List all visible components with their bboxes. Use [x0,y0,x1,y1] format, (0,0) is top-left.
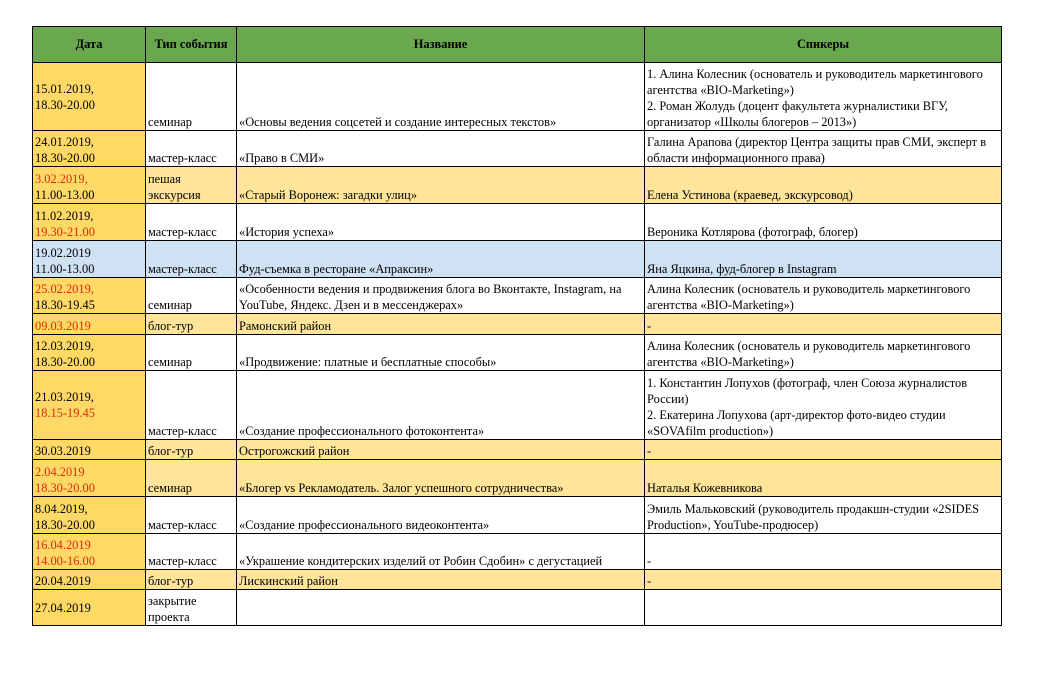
title-cell [237,590,645,626]
event-time: 18.30-20.00 [35,355,95,369]
date-cell [33,371,146,440]
event-time: 18.15-19.45 [35,406,95,420]
event-date: 19.02.2019 [35,246,91,260]
event-date: 09.03.2019 [35,319,91,333]
speakers-cell: Эмиль Мальковский (руководитель продакшн-студии «2SIDES Production», YouTube-продюсер) [645,497,1002,534]
date-cell [33,131,146,167]
event-date: 12.03.2019, [35,339,94,353]
table-row [33,460,1002,497]
date-cell [33,534,146,570]
table-row [33,314,1002,335]
type-cell: мастер-класс [146,534,237,570]
event-time: 18.30-20.00 [35,97,95,112]
speakers-cell: - [645,314,1002,335]
date-cell [33,440,146,460]
table-row [33,534,1002,570]
event-date: 25.02.2019, [35,282,94,296]
speakers-cell: Елена Устинова (краевед, экскурсовод) [645,167,1002,204]
title-cell: «Особенности ведения и продвижения блога во Вконтакте, Instagram, на YouTube, Яндекс. Дзен и в мессенджерах» [237,278,645,314]
speakers-cell [645,63,1002,131]
event-time: 11.00-13.00 [35,188,95,202]
speakers-cell: - [645,570,1002,590]
title-cell: «Основы ведения соцсетей и создание интересных текстов» [237,63,645,131]
table-row [33,371,1002,440]
type-cell: мастер-класс [146,497,237,534]
speakers-cell: Наталья Кожевникова [645,460,1002,497]
table-row [33,167,1002,204]
event-date: 20.04.2019 [35,574,91,588]
speaker-1: 1. Константин Лопухов (фотограф, член Союза журналистов России) [647,376,968,406]
speaker-1: 1. Алина Колесник (основатель и руководитель маркетингового агентства «BIO-Marketing») [647,67,983,97]
speakers-cell: Вероника Котлярова (фотограф, блогер) [645,204,1002,241]
event-time: 11.00-13.00 [35,262,95,276]
type-cell: блог-тур [146,314,237,335]
type-cell: мастер-класс [146,371,237,440]
table-row [33,63,1002,131]
header-title: Название [237,27,645,63]
type-cell: блог-тур [146,570,237,590]
event-time: 19.30-21.00 [35,225,95,239]
type-cell: семинар [146,335,237,371]
date-cell [33,460,146,497]
event-date: 24.01.2019, [35,135,94,149]
title-cell: Острогожский район [237,440,645,460]
date-cell [33,241,146,278]
speakers-cell: Яна Яцкина, фуд-блогер в Instagram [645,241,1002,278]
title-cell: Лискинский район [237,570,645,590]
header-date: Дата [33,27,146,63]
speakers-cell: Алина Колесник (основатель и руководитель маркетингового агентства «BIO-Marketing») [645,278,1002,314]
table-row [33,335,1002,371]
type-cell: блог-тур [146,440,237,460]
event-date: 8.04.2019, [35,502,88,516]
event-date: 16.04.2019 [35,538,91,552]
date-cell [33,570,146,590]
event-time: 18.30-20.00 [35,481,95,495]
date-cell [33,335,146,371]
header-type: Тип события [146,27,237,63]
table-row [33,440,1002,460]
event-date: 15.01.2019, [35,81,94,96]
date-cell [33,167,146,204]
event-date: 2.04.2019 [35,465,85,479]
speaker-2: 2. Роман Жолудь (доцент факультета журналистики ВГУ, организатор «Школы блогеров – 2013») [647,99,949,129]
speakers-cell: - [645,440,1002,460]
type-cell: пешая экскурсия [146,167,237,204]
event-date: 3.02.2019, [35,172,88,186]
speaker-2: 2. Екатерина Лопухова (арт-директор фото-видео студии «SOVAfilm production») [647,408,946,438]
header-row [33,27,1002,63]
event-time: 14.00-16.00 [35,554,95,568]
table-row [33,241,1002,278]
table-row [33,590,1002,626]
title-cell: Фуд-съемка в ресторане «Апраксин» [237,241,645,278]
table-row [33,570,1002,590]
event-date: 30.03.2019 [35,444,91,458]
table-row [33,497,1002,534]
title-cell: «Продвижение: платные и бесплатные способы» [237,335,645,371]
title-cell: «История успеха» [237,204,645,241]
title-cell: «Создание профессионального фотоконтента» [237,371,645,440]
title-cell: «Старый Воронеж: загадки улиц» [237,167,645,204]
event-time: 18.30-20.00 [35,151,95,165]
table-row [33,204,1002,241]
speakers-cell: - [645,534,1002,570]
speakers-cell [645,590,1002,626]
table-row [33,131,1002,167]
type-cell: семинар [146,63,237,131]
date-cell [33,497,146,534]
type-cell: семинар [146,460,237,497]
type-cell: закрытие проекта [146,590,237,626]
date-cell [33,590,146,626]
title-cell: «Создание профессионального видеоконтента» [237,497,645,534]
type-cell: мастер-класс [146,204,237,241]
date-cell [33,63,146,131]
title-cell: Рамонский район [237,314,645,335]
title-cell: «Блогер vs Рекламодатель. Залог успешного сотрудничества» [237,460,645,497]
title-cell: «Право в СМИ» [237,131,645,167]
date-cell [33,204,146,241]
event-time: 18.30-20.00 [35,518,95,532]
event-time: 18.30-19.45 [35,298,95,312]
event-date: 21.03.2019, [35,390,94,404]
speakers-cell: Алина Колесник (основатель и руководитель маркетингового агентства «BIO-Marketing») [645,335,1002,371]
type-cell: мастер-класс [146,131,237,167]
table-row [33,278,1002,314]
event-date: 27.04.2019 [35,600,91,615]
schedule-table [32,26,1002,626]
date-cell [33,314,146,335]
speakers-cell [645,371,1002,440]
title-cell: «Украшение кондитерских изделий от Робин Сдобин» с дегустацией [237,534,645,570]
speakers-cell: Галина Арапова (директор Центра защиты прав СМИ, эксперт в области информационного права) [645,131,1002,167]
header-speakers: Спикеры [645,27,1002,63]
date-cell [33,278,146,314]
type-cell: семинар [146,278,237,314]
type-cell: мастер-класс [146,241,237,278]
event-date: 11.02.2019, [35,209,94,223]
